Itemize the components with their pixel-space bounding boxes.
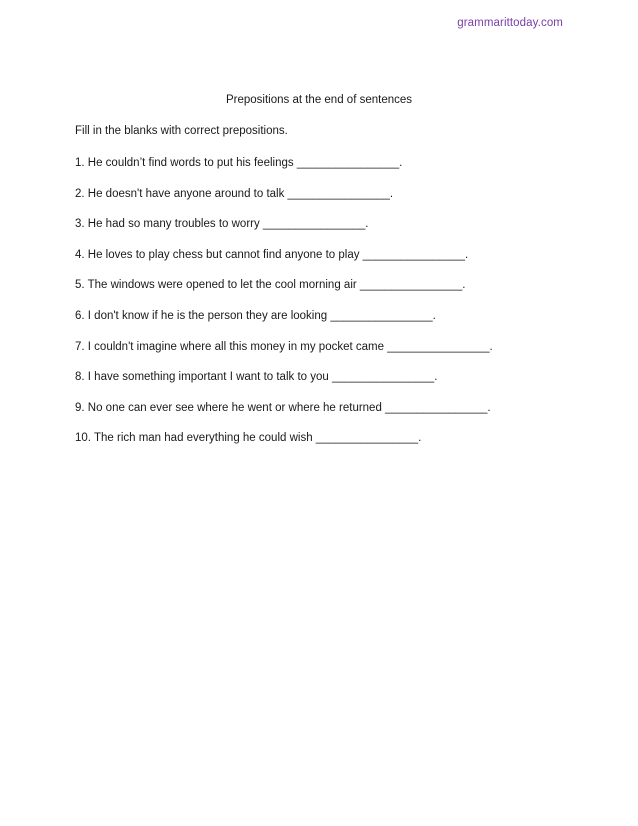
question-item: 4. He loves to play chess but cannot find anyone to play ________________.	[75, 248, 469, 261]
question-item: 8. I have something important I want to talk to you ________________.	[75, 371, 438, 384]
instructions: Fill in the blanks with correct prepositions.	[75, 125, 288, 137]
question-item: 2. He doesn't have anyone around to talk ________________.	[75, 187, 394, 200]
page-title: Prepositions at the end of sentences	[225, 94, 413, 106]
question-item: 5. The windows were opened to let the cool morning air ________________.	[75, 279, 466, 292]
question-list	[75, 156, 493, 462]
question-item: 10. The rich man had everything he could wish ________________.	[75, 432, 422, 445]
question-item: 1. He couldn’t find words to put his feelings ________________.	[75, 157, 403, 169]
site-link[interactable]: grammarittoday.com	[457, 17, 563, 29]
question-item: 7. I couldn't imagine where all this money in my pocket came ________________.	[75, 340, 493, 353]
question-item: 9. No one can ever see where he went or where he returned ________________.	[75, 401, 491, 414]
question-item: 6. I don't know if he is the person they are looking ________________.	[75, 309, 436, 322]
question-item: 3. He had so many troubles to worry ________________.	[75, 218, 369, 231]
